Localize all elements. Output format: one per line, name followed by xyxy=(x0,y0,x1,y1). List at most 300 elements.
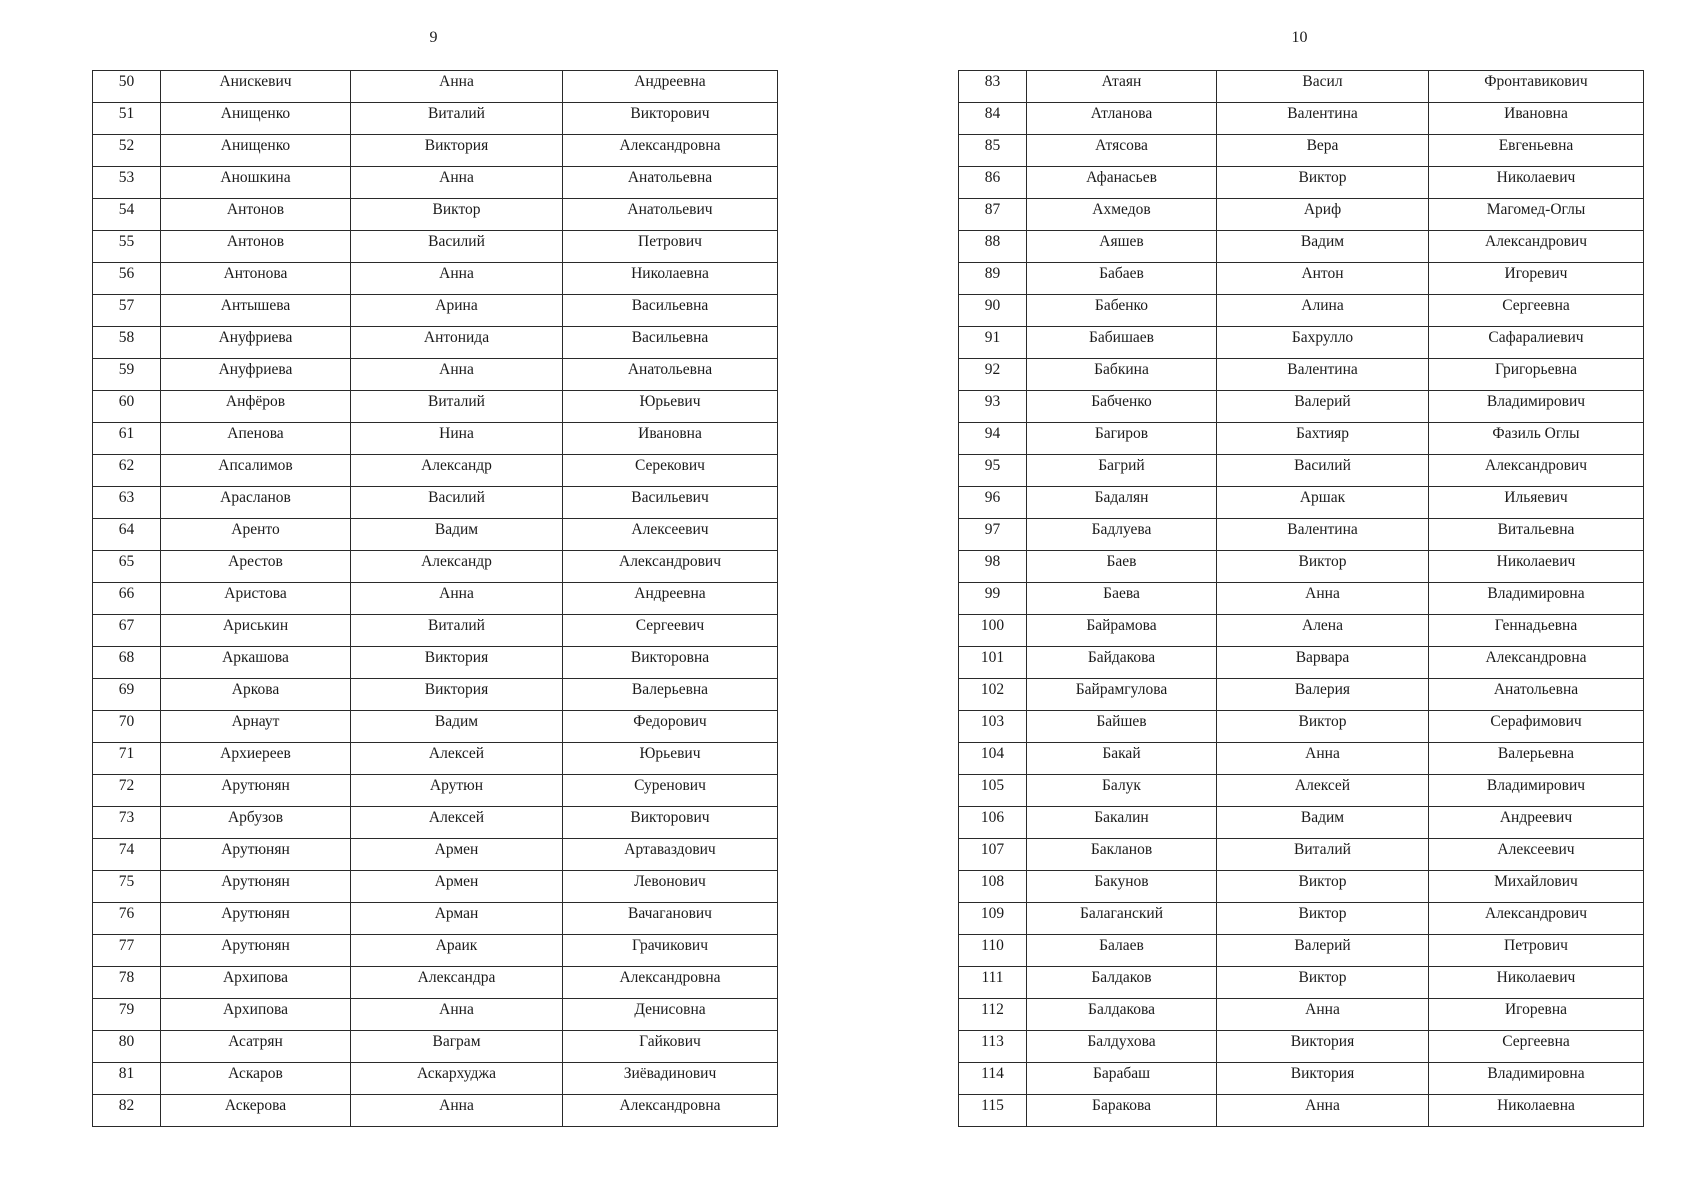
last-name-cell: Байрамгулова xyxy=(1027,679,1217,711)
patronymic-cell: Николаевич xyxy=(1429,967,1644,999)
table-row xyxy=(959,999,1644,1031)
patronymic-cell: Александрович xyxy=(1429,455,1644,487)
patronymic-cell: Александровна xyxy=(1429,647,1644,679)
first-name-cell: Виктория xyxy=(351,647,563,679)
patronymic-cell: Сергеевич xyxy=(563,615,778,647)
row-number: 103 xyxy=(959,711,1027,743)
patronymic-cell: Андреевич xyxy=(1429,807,1644,839)
patronymic-cell: Ивановна xyxy=(563,423,778,455)
patronymic-cell: Викторович xyxy=(563,103,778,135)
last-name-cell: Баева xyxy=(1027,583,1217,615)
first-name-cell: Антон xyxy=(1217,263,1429,295)
row-number: 102 xyxy=(959,679,1027,711)
patronymic-cell: Анатольевна xyxy=(563,167,778,199)
first-name-cell: Анна xyxy=(351,167,563,199)
last-name-cell: Бадлуева xyxy=(1027,519,1217,551)
table-row xyxy=(959,199,1644,231)
row-number: 67 xyxy=(93,615,161,647)
first-name-cell: Валерия xyxy=(1217,679,1429,711)
roster-table-body xyxy=(959,71,1644,1127)
row-number: 60 xyxy=(93,391,161,423)
table-row xyxy=(959,71,1644,103)
last-name-cell: Балдаков xyxy=(1027,967,1217,999)
table-row xyxy=(93,519,778,551)
row-number: 59 xyxy=(93,359,161,391)
table-row xyxy=(959,679,1644,711)
table-row xyxy=(959,423,1644,455)
first-name-cell: Виталий xyxy=(351,103,563,135)
patronymic-cell: Анатольевна xyxy=(1429,679,1644,711)
patronymic-cell: Анатольевна xyxy=(563,359,778,391)
table-row xyxy=(93,327,778,359)
row-number: 73 xyxy=(93,807,161,839)
table-row xyxy=(93,71,778,103)
last-name-cell: Бабаев xyxy=(1027,263,1217,295)
last-name-cell: Ахмедов xyxy=(1027,199,1217,231)
last-name-cell: Аяшев xyxy=(1027,231,1217,263)
first-name-cell: Алина xyxy=(1217,295,1429,327)
first-name-cell: Ваграм xyxy=(351,1031,563,1063)
row-number: 88 xyxy=(959,231,1027,263)
row-number: 76 xyxy=(93,903,161,935)
first-name-cell: Виктор xyxy=(1217,967,1429,999)
row-number: 98 xyxy=(959,551,1027,583)
first-name-cell: Виктор xyxy=(351,199,563,231)
first-name-cell: Анна xyxy=(351,359,563,391)
first-name-cell: Антонида xyxy=(351,327,563,359)
last-name-cell: Баракова xyxy=(1027,1095,1217,1127)
first-name-cell: Валерий xyxy=(1217,935,1429,967)
table-row xyxy=(93,1031,778,1063)
first-name-cell: Валерий xyxy=(1217,391,1429,423)
row-number: 70 xyxy=(93,711,161,743)
row-number: 114 xyxy=(959,1063,1027,1095)
last-name-cell: Анфёров xyxy=(161,391,351,423)
patronymic-cell: Александровна xyxy=(563,967,778,999)
last-name-cell: Аркова xyxy=(161,679,351,711)
last-name-cell: Байрамова xyxy=(1027,615,1217,647)
first-name-cell: Виталий xyxy=(1217,839,1429,871)
first-name-cell: Вадим xyxy=(351,711,563,743)
row-number: 72 xyxy=(93,775,161,807)
table-row xyxy=(93,423,778,455)
first-name-cell: Александра xyxy=(351,967,563,999)
patronymic-cell: Андреевна xyxy=(563,71,778,103)
last-name-cell: Антышева xyxy=(161,295,351,327)
table-row xyxy=(959,935,1644,967)
last-name-cell: Балдухова xyxy=(1027,1031,1217,1063)
row-number: 92 xyxy=(959,359,1027,391)
row-number: 61 xyxy=(93,423,161,455)
row-number: 106 xyxy=(959,807,1027,839)
first-name-cell: Василий xyxy=(1217,455,1429,487)
table-row xyxy=(93,647,778,679)
last-name-cell: Байдакова xyxy=(1027,647,1217,679)
patronymic-cell: Серафимович xyxy=(1429,711,1644,743)
last-name-cell: Атясова xyxy=(1027,135,1217,167)
last-name-cell: Байшев xyxy=(1027,711,1217,743)
last-name-cell: Архипова xyxy=(161,967,351,999)
patronymic-cell: Суренович xyxy=(563,775,778,807)
table-row xyxy=(93,487,778,519)
patronymic-cell: Николаевна xyxy=(563,263,778,295)
patronymic-cell: Алексеевич xyxy=(563,519,778,551)
first-name-cell: Арина xyxy=(351,295,563,327)
table-row xyxy=(959,455,1644,487)
table-row xyxy=(959,839,1644,871)
last-name-cell: Ануфриева xyxy=(161,359,351,391)
table-row xyxy=(959,231,1644,263)
patronymic-cell: Артаваздович xyxy=(563,839,778,871)
first-name-cell: Аршак xyxy=(1217,487,1429,519)
last-name-cell: Архиереев xyxy=(161,743,351,775)
row-number: 85 xyxy=(959,135,1027,167)
page-number: 10 xyxy=(1291,29,1308,46)
first-name-cell: Армен xyxy=(351,871,563,903)
last-name-cell: Афанасьев xyxy=(1027,167,1217,199)
row-number: 80 xyxy=(93,1031,161,1063)
table-row xyxy=(93,1095,778,1127)
last-name-cell: Балаев xyxy=(1027,935,1217,967)
patronymic-cell: Ильяевич xyxy=(1429,487,1644,519)
patronymic-cell: Викторович xyxy=(563,807,778,839)
row-number: 54 xyxy=(93,199,161,231)
table-row xyxy=(959,871,1644,903)
last-name-cell: Арасланов xyxy=(161,487,351,519)
first-name-cell: Алексей xyxy=(351,807,563,839)
table-row xyxy=(959,103,1644,135)
table-row xyxy=(959,967,1644,999)
patronymic-cell: Алексеевич xyxy=(1429,839,1644,871)
patronymic-cell: Витальевна xyxy=(1429,519,1644,551)
last-name-cell: Антонова xyxy=(161,263,351,295)
last-name-cell: Арутюнян xyxy=(161,871,351,903)
row-number: 84 xyxy=(959,103,1027,135)
table-row xyxy=(93,903,778,935)
patronymic-cell: Ивановна xyxy=(1429,103,1644,135)
patronymic-cell: Григорьевна xyxy=(1429,359,1644,391)
patronymic-cell: Федорович xyxy=(563,711,778,743)
row-number: 69 xyxy=(93,679,161,711)
last-name-cell: Бабченко xyxy=(1027,391,1217,423)
row-number: 91 xyxy=(959,327,1027,359)
first-name-cell: Алексей xyxy=(351,743,563,775)
patronymic-cell: Викторовна xyxy=(563,647,778,679)
first-name-cell: Виктор xyxy=(1217,711,1429,743)
row-number: 104 xyxy=(959,743,1027,775)
first-name-cell: Анна xyxy=(351,71,563,103)
last-name-cell: Арутюнян xyxy=(161,775,351,807)
first-name-cell: Александр xyxy=(351,551,563,583)
first-name-cell: Вера xyxy=(1217,135,1429,167)
first-name-cell: Виктор xyxy=(1217,871,1429,903)
first-name-cell: Васил xyxy=(1217,71,1429,103)
first-name-cell: Вадим xyxy=(1217,231,1429,263)
first-name-cell: Варвара xyxy=(1217,647,1429,679)
last-name-cell: Бадалян xyxy=(1027,487,1217,519)
table-row xyxy=(959,327,1644,359)
last-name-cell: Аристова xyxy=(161,583,351,615)
row-number: 74 xyxy=(93,839,161,871)
row-number: 83 xyxy=(959,71,1027,103)
last-name-cell: Апсалимов xyxy=(161,455,351,487)
right-page xyxy=(958,0,1641,1200)
table-row xyxy=(93,871,778,903)
table-row xyxy=(93,679,778,711)
first-name-cell: Анна xyxy=(351,583,563,615)
row-number: 75 xyxy=(93,871,161,903)
last-name-cell: Балаганский xyxy=(1027,903,1217,935)
first-name-cell: Бахтияр xyxy=(1217,423,1429,455)
last-name-cell: Антонов xyxy=(161,231,351,263)
last-name-cell: Аскерова xyxy=(161,1095,351,1127)
last-name-cell: Анищенко xyxy=(161,103,351,135)
table-row xyxy=(959,263,1644,295)
patronymic-cell: Александрович xyxy=(1429,231,1644,263)
first-name-cell: Виктория xyxy=(351,135,563,167)
row-number: 55 xyxy=(93,231,161,263)
patronymic-cell: Геннадьевна xyxy=(1429,615,1644,647)
table-row xyxy=(959,1031,1644,1063)
last-name-cell: Баев xyxy=(1027,551,1217,583)
table-row xyxy=(959,295,1644,327)
first-name-cell: Аскархуджа xyxy=(351,1063,563,1095)
patronymic-cell: Игоревна xyxy=(1429,999,1644,1031)
row-number: 89 xyxy=(959,263,1027,295)
patronymic-cell: Владимирович xyxy=(1429,391,1644,423)
row-number: 110 xyxy=(959,935,1027,967)
patronymic-cell: Владимирович xyxy=(1429,775,1644,807)
last-name-cell: Ануфриева xyxy=(161,327,351,359)
table-row xyxy=(959,359,1644,391)
last-name-cell: Балук xyxy=(1027,775,1217,807)
row-number: 96 xyxy=(959,487,1027,519)
last-name-cell: Анищенко xyxy=(161,135,351,167)
table-row xyxy=(93,807,778,839)
roster-table-body xyxy=(93,71,778,1127)
first-name-cell: Алексей xyxy=(1217,775,1429,807)
last-name-cell: Бабкина xyxy=(1027,359,1217,391)
table-row xyxy=(959,391,1644,423)
row-number: 95 xyxy=(959,455,1027,487)
first-name-cell: Анна xyxy=(351,1095,563,1127)
patronymic-cell: Николаевна xyxy=(1429,1095,1644,1127)
table-row xyxy=(93,135,778,167)
row-number: 99 xyxy=(959,583,1027,615)
first-name-cell: Алена xyxy=(1217,615,1429,647)
first-name-cell: Бахрулло xyxy=(1217,327,1429,359)
patronymic-cell: Грачикович xyxy=(563,935,778,967)
table-row xyxy=(959,615,1644,647)
last-name-cell: Бакунов xyxy=(1027,871,1217,903)
table-row xyxy=(959,903,1644,935)
last-name-cell: Аркашова xyxy=(161,647,351,679)
first-name-cell: Виктор xyxy=(1217,167,1429,199)
patronymic-cell: Магомед-Оглы xyxy=(1429,199,1644,231)
first-name-cell: Виктория xyxy=(1217,1031,1429,1063)
last-name-cell: Арнаут xyxy=(161,711,351,743)
table-row xyxy=(959,807,1644,839)
row-number: 109 xyxy=(959,903,1027,935)
patronymic-cell: Анатольевич xyxy=(563,199,778,231)
table-row xyxy=(93,359,778,391)
patronymic-cell: Валерьевна xyxy=(563,679,778,711)
table-row xyxy=(959,519,1644,551)
first-name-cell: Виктория xyxy=(351,679,563,711)
first-name-cell: Арутюн xyxy=(351,775,563,807)
patronymic-cell: Зиёвадинович xyxy=(563,1063,778,1095)
table-row xyxy=(959,1063,1644,1095)
row-number: 87 xyxy=(959,199,1027,231)
patronymic-cell: Серекович xyxy=(563,455,778,487)
patronymic-cell: Денисовна xyxy=(563,999,778,1031)
patronymic-cell: Васильевна xyxy=(563,327,778,359)
first-name-cell: Араик xyxy=(351,935,563,967)
patronymic-cell: Владимировна xyxy=(1429,583,1644,615)
patronymic-cell: Николаевич xyxy=(1429,551,1644,583)
last-name-cell: Бакланов xyxy=(1027,839,1217,871)
patronymic-cell: Александрович xyxy=(1429,903,1644,935)
last-name-cell: Арестов xyxy=(161,551,351,583)
first-name-cell: Анна xyxy=(1217,999,1429,1031)
table-row xyxy=(93,711,778,743)
last-name-cell: Багиров xyxy=(1027,423,1217,455)
patronymic-cell: Сергеевна xyxy=(1429,1031,1644,1063)
row-number: 93 xyxy=(959,391,1027,423)
patronymic-cell: Петрович xyxy=(1429,935,1644,967)
patronymic-cell: Игоревич xyxy=(1429,263,1644,295)
row-number: 63 xyxy=(93,487,161,519)
last-name-cell: Апенова xyxy=(161,423,351,455)
last-name-cell: Бабенко xyxy=(1027,295,1217,327)
table-row xyxy=(93,103,778,135)
row-number: 105 xyxy=(959,775,1027,807)
last-name-cell: Бабишаев xyxy=(1027,327,1217,359)
page-number: 9 xyxy=(429,29,438,46)
table-row xyxy=(959,135,1644,167)
row-number: 100 xyxy=(959,615,1027,647)
row-number: 66 xyxy=(93,583,161,615)
first-name-cell: Виктор xyxy=(1217,903,1429,935)
row-number: 111 xyxy=(959,967,1027,999)
last-name-cell: Арбузов xyxy=(161,807,351,839)
last-name-cell: Бакай xyxy=(1027,743,1217,775)
table-row xyxy=(93,199,778,231)
first-name-cell: Виктор xyxy=(1217,551,1429,583)
last-name-cell: Арутюнян xyxy=(161,935,351,967)
table-row xyxy=(959,711,1644,743)
row-number: 112 xyxy=(959,999,1027,1031)
first-name-cell: Анна xyxy=(351,999,563,1031)
row-number: 86 xyxy=(959,167,1027,199)
row-number: 65 xyxy=(93,551,161,583)
patronymic-cell: Михайлович xyxy=(1429,871,1644,903)
row-number: 97 xyxy=(959,519,1027,551)
first-name-cell: Анна xyxy=(1217,1095,1429,1127)
first-name-cell: Арман xyxy=(351,903,563,935)
left-page xyxy=(92,0,775,1200)
patronymic-cell: Гайкович xyxy=(563,1031,778,1063)
row-number: 113 xyxy=(959,1031,1027,1063)
patronymic-cell: Петрович xyxy=(563,231,778,263)
patronymic-cell: Фронтавикович xyxy=(1429,71,1644,103)
row-number: 71 xyxy=(93,743,161,775)
first-name-cell: Виктория xyxy=(1217,1063,1429,1095)
table-row xyxy=(93,935,778,967)
patronymic-cell: Васильевич xyxy=(563,487,778,519)
row-number: 50 xyxy=(93,71,161,103)
table-row xyxy=(93,743,778,775)
table-row xyxy=(93,615,778,647)
first-name-cell: Валентина xyxy=(1217,519,1429,551)
patronymic-cell: Левонович xyxy=(563,871,778,903)
row-number: 81 xyxy=(93,1063,161,1095)
last-name-cell: Балдакова xyxy=(1027,999,1217,1031)
last-name-cell: Багрий xyxy=(1027,455,1217,487)
table-row xyxy=(93,1063,778,1095)
last-name-cell: Аношкина xyxy=(161,167,351,199)
row-number: 108 xyxy=(959,871,1027,903)
row-number: 64 xyxy=(93,519,161,551)
row-number: 58 xyxy=(93,327,161,359)
first-name-cell: Виталий xyxy=(351,615,563,647)
table-row xyxy=(93,551,778,583)
table-row xyxy=(93,167,778,199)
patronymic-cell: Фазиль Оглы xyxy=(1429,423,1644,455)
first-name-cell: Ариф xyxy=(1217,199,1429,231)
patronymic-cell: Андреевна xyxy=(563,583,778,615)
first-name-cell: Александр xyxy=(351,455,563,487)
row-number: 90 xyxy=(959,295,1027,327)
first-name-cell: Анна xyxy=(1217,583,1429,615)
row-number: 53 xyxy=(93,167,161,199)
first-name-cell: Валентина xyxy=(1217,103,1429,135)
first-name-cell: Нина xyxy=(351,423,563,455)
table-row xyxy=(959,487,1644,519)
table-row xyxy=(93,391,778,423)
table-row xyxy=(93,455,778,487)
row-number: 82 xyxy=(93,1095,161,1127)
table-row xyxy=(959,551,1644,583)
roster-table-left xyxy=(92,70,778,1127)
last-name-cell: Бакалин xyxy=(1027,807,1217,839)
patronymic-cell: Юрьевич xyxy=(563,391,778,423)
last-name-cell: Аренто xyxy=(161,519,351,551)
patronymic-cell: Александровна xyxy=(563,135,778,167)
first-name-cell: Вадим xyxy=(1217,807,1429,839)
patronymic-cell: Александрович xyxy=(563,551,778,583)
row-number: 78 xyxy=(93,967,161,999)
last-name-cell: Антонов xyxy=(161,199,351,231)
first-name-cell: Армен xyxy=(351,839,563,871)
row-number: 107 xyxy=(959,839,1027,871)
last-name-cell: Арутюнян xyxy=(161,839,351,871)
table-row xyxy=(959,583,1644,615)
row-number: 115 xyxy=(959,1095,1027,1127)
table-row xyxy=(93,999,778,1031)
row-number: 56 xyxy=(93,263,161,295)
last-name-cell: Архипова xyxy=(161,999,351,1031)
patronymic-cell: Сергеевна xyxy=(1429,295,1644,327)
row-number: 94 xyxy=(959,423,1027,455)
last-name-cell: Атланова xyxy=(1027,103,1217,135)
last-name-cell: Арутюнян xyxy=(161,903,351,935)
last-name-cell: Барабаш xyxy=(1027,1063,1217,1095)
patronymic-cell: Вачаганович xyxy=(563,903,778,935)
last-name-cell: Ариськин xyxy=(161,615,351,647)
table-row xyxy=(93,263,778,295)
patronymic-cell: Юрьевич xyxy=(563,743,778,775)
